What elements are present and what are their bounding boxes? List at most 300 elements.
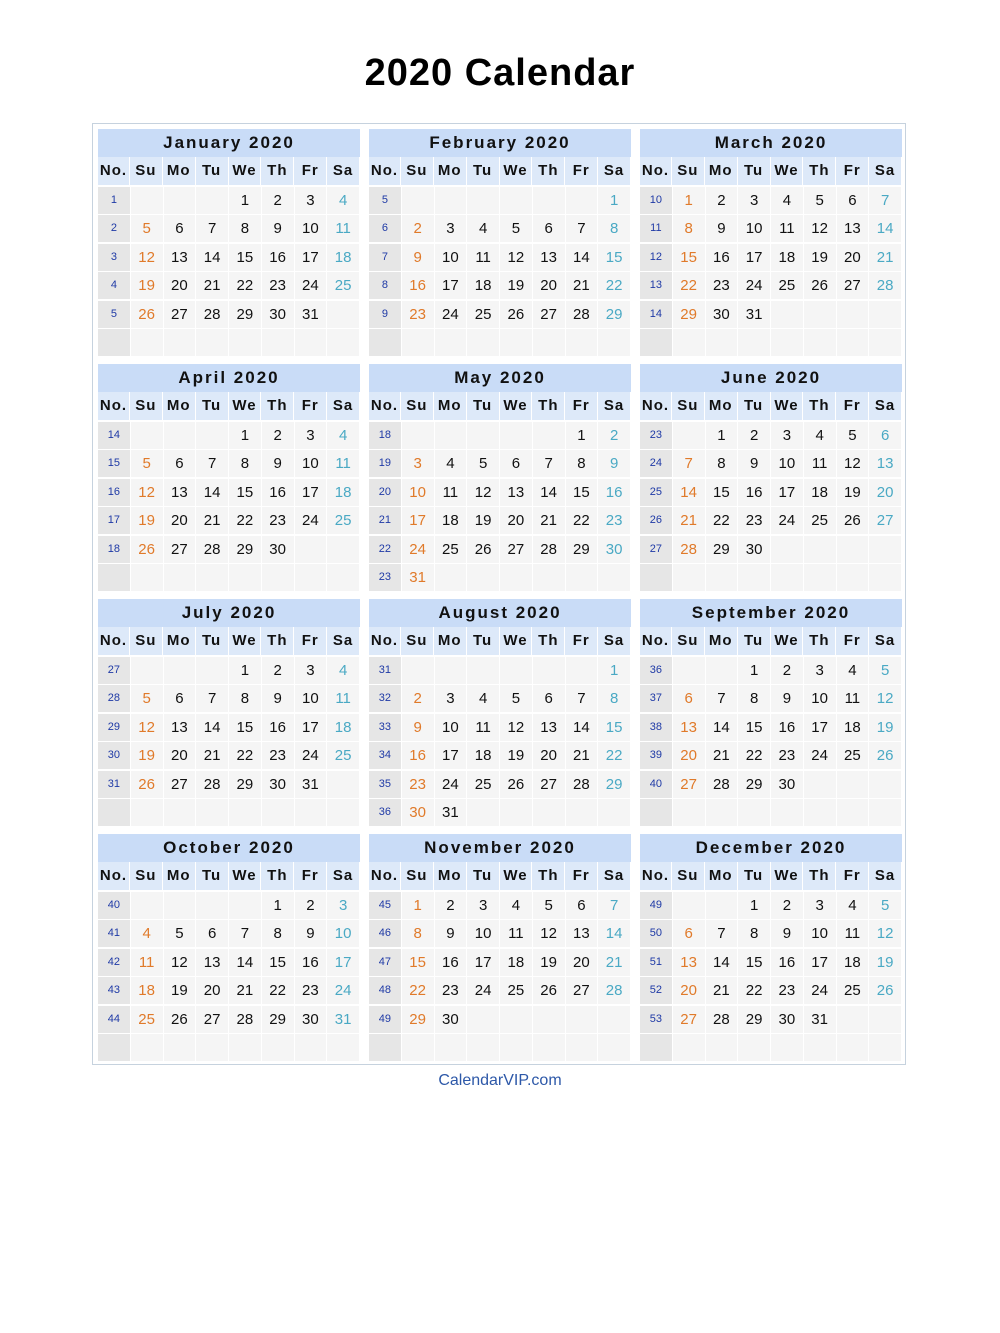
day-cell: 30 <box>262 301 294 328</box>
week-number: 49 <box>640 892 672 919</box>
week-number: 2 <box>98 215 130 242</box>
day-cell: 6 <box>673 685 705 712</box>
day-cell: 25 <box>435 536 467 563</box>
weekday-header: We <box>500 392 532 420</box>
day-cell: 17 <box>435 272 467 299</box>
week-row <box>640 536 902 563</box>
day-cell: 4 <box>804 422 836 449</box>
day-cell <box>435 1034 467 1061</box>
weekday-header-row <box>369 392 631 420</box>
day-cell: 3 <box>467 892 499 919</box>
day-cell: 28 <box>229 1006 261 1033</box>
day-cell: 22 <box>598 742 630 769</box>
day-cell: 6 <box>196 920 228 947</box>
weekday-header: Mo <box>705 627 737 655</box>
day-cell: 19 <box>500 742 532 769</box>
day-cell: 1 <box>738 892 770 919</box>
weekday-header: Fr <box>294 157 326 185</box>
day-cell: 10 <box>295 215 327 242</box>
week-row <box>369 244 631 271</box>
day-cell: 21 <box>706 742 738 769</box>
day-cell: 11 <box>837 685 869 712</box>
day-cell: 20 <box>164 507 196 534</box>
weekday-header: We <box>500 862 532 890</box>
day-cell: 18 <box>804 479 836 506</box>
day-cell <box>295 1034 327 1061</box>
day-cell <box>804 771 836 798</box>
weekday-header: We <box>500 157 532 185</box>
day-cell <box>164 187 196 214</box>
day-cell <box>566 564 598 591</box>
weekday-header: We <box>229 862 261 890</box>
day-cell: 8 <box>738 920 770 947</box>
day-cell: 28 <box>869 272 901 299</box>
day-cell: 13 <box>500 479 532 506</box>
day-cell: 5 <box>164 920 196 947</box>
week-row <box>98 685 360 712</box>
day-cell: 22 <box>566 507 598 534</box>
week-number <box>640 1034 672 1061</box>
day-cell: 19 <box>131 272 163 299</box>
weekday-header: Fr <box>294 862 326 890</box>
day-cell: 24 <box>771 507 803 534</box>
day-cell: 7 <box>706 685 738 712</box>
day-cell: 7 <box>229 920 261 947</box>
day-cell: 27 <box>164 536 196 563</box>
week-number: 3 <box>98 244 130 271</box>
week-row <box>369 215 631 242</box>
day-cell: 29 <box>738 1006 770 1033</box>
day-cell: 28 <box>196 301 228 328</box>
day-cell: 14 <box>598 920 630 947</box>
day-cell: 2 <box>598 422 630 449</box>
day-cell <box>738 799 770 826</box>
day-cell: 5 <box>467 450 499 477</box>
day-cell: 8 <box>262 920 294 947</box>
day-cell: 27 <box>196 1006 228 1033</box>
day-cell: 19 <box>804 244 836 271</box>
month-block <box>640 129 902 356</box>
day-cell: 11 <box>327 450 359 477</box>
day-cell <box>500 799 532 826</box>
day-cell: 28 <box>706 1006 738 1033</box>
day-cell: 30 <box>295 1006 327 1033</box>
day-cell: 27 <box>837 272 869 299</box>
day-cell: 15 <box>738 714 770 741</box>
day-cell <box>869 329 901 356</box>
day-cell: 16 <box>262 244 294 271</box>
week-number: 40 <box>98 892 130 919</box>
week-row <box>369 1006 631 1033</box>
day-cell <box>402 657 434 684</box>
week-row <box>98 714 360 741</box>
week-row <box>98 329 360 356</box>
day-cell: 23 <box>435 977 467 1004</box>
day-cell <box>196 657 228 684</box>
day-cell: 4 <box>327 422 359 449</box>
day-cell: 10 <box>771 450 803 477</box>
day-cell <box>327 771 359 798</box>
week-row <box>98 536 360 563</box>
day-cell: 11 <box>467 714 499 741</box>
week-number-header: No. <box>640 862 671 890</box>
week-row <box>640 714 902 741</box>
day-cell: 9 <box>771 920 803 947</box>
weekday-header: Th <box>803 157 835 185</box>
day-cell: 10 <box>804 920 836 947</box>
day-cell: 10 <box>804 685 836 712</box>
day-cell: 28 <box>566 301 598 328</box>
day-cell: 28 <box>598 977 630 1004</box>
day-cell <box>771 301 803 328</box>
day-cell: 23 <box>295 977 327 1004</box>
day-cell: 7 <box>196 685 228 712</box>
week-number: 23 <box>640 422 672 449</box>
weekday-header: Su <box>401 627 433 655</box>
day-cell: 28 <box>706 771 738 798</box>
week-row <box>98 187 360 214</box>
day-cell: 14 <box>673 479 705 506</box>
day-cell: 24 <box>738 272 770 299</box>
day-cell: 19 <box>500 272 532 299</box>
week-number-header: No. <box>640 627 671 655</box>
day-cell: 11 <box>327 685 359 712</box>
day-cell: 19 <box>467 507 499 534</box>
day-cell: 10 <box>295 450 327 477</box>
week-number: 52 <box>640 977 672 1004</box>
day-cell <box>467 329 499 356</box>
day-cell <box>804 564 836 591</box>
day-cell: 14 <box>869 215 901 242</box>
day-cell: 29 <box>262 1006 294 1033</box>
day-cell: 12 <box>500 244 532 271</box>
day-cell <box>196 799 228 826</box>
day-cell <box>500 564 532 591</box>
day-cell: 11 <box>837 920 869 947</box>
week-number: 44 <box>98 1006 130 1033</box>
day-cell <box>533 564 565 591</box>
weekday-header: Tu <box>738 862 770 890</box>
day-cell: 9 <box>295 920 327 947</box>
day-cell: 28 <box>533 536 565 563</box>
weekday-header: Su <box>401 157 433 185</box>
week-number: 31 <box>369 657 401 684</box>
week-number: 38 <box>640 714 672 741</box>
week-row <box>369 799 631 826</box>
day-cell: 6 <box>837 187 869 214</box>
day-cell: 16 <box>706 244 738 271</box>
day-cell: 20 <box>673 742 705 769</box>
day-cell: 1 <box>229 422 261 449</box>
day-cell <box>327 536 359 563</box>
week-row <box>98 479 360 506</box>
day-cell: 24 <box>804 977 836 1004</box>
day-cell: 15 <box>598 244 630 271</box>
day-cell: 7 <box>196 215 228 242</box>
day-cell <box>673 422 705 449</box>
week-row <box>640 422 902 449</box>
day-cell: 24 <box>804 742 836 769</box>
weekday-header: Mo <box>163 862 195 890</box>
day-cell: 9 <box>738 450 770 477</box>
day-cell <box>229 564 261 591</box>
week-number-header: No. <box>98 627 129 655</box>
day-cell: 4 <box>771 187 803 214</box>
week-row <box>369 949 631 976</box>
day-cell: 5 <box>837 422 869 449</box>
weekday-header: Su <box>130 157 162 185</box>
day-cell: 2 <box>295 892 327 919</box>
day-cell: 29 <box>706 536 738 563</box>
day-cell: 13 <box>869 450 901 477</box>
day-cell: 2 <box>738 422 770 449</box>
day-cell: 6 <box>164 685 196 712</box>
day-cell: 26 <box>869 742 901 769</box>
month-title: December 2020 <box>640 834 902 862</box>
day-cell: 23 <box>262 742 294 769</box>
day-cell: 26 <box>131 301 163 328</box>
day-cell <box>131 422 163 449</box>
day-cell <box>837 1034 869 1061</box>
day-cell: 12 <box>533 920 565 947</box>
day-cell: 3 <box>295 422 327 449</box>
weekday-header: Su <box>672 157 704 185</box>
day-cell <box>598 564 630 591</box>
day-cell: 27 <box>164 301 196 328</box>
day-cell: 26 <box>164 1006 196 1033</box>
weekday-header: Sa <box>869 392 901 420</box>
day-cell <box>673 329 705 356</box>
day-cell: 12 <box>467 479 499 506</box>
day-cell: 14 <box>196 479 228 506</box>
day-cell: 5 <box>533 892 565 919</box>
weekday-header: Fr <box>294 627 326 655</box>
day-cell: 30 <box>738 536 770 563</box>
month-title: June 2020 <box>640 364 902 392</box>
day-cell: 15 <box>229 714 261 741</box>
day-cell: 23 <box>262 507 294 534</box>
day-cell <box>164 1034 196 1061</box>
weekday-header: We <box>771 862 803 890</box>
day-cell: 24 <box>467 977 499 1004</box>
day-cell <box>164 799 196 826</box>
weekday-header: Su <box>130 392 162 420</box>
day-cell <box>566 1006 598 1033</box>
day-cell: 8 <box>402 920 434 947</box>
day-cell <box>295 564 327 591</box>
day-cell <box>327 329 359 356</box>
week-number-header: No. <box>98 157 129 185</box>
week-number-header: No. <box>640 392 671 420</box>
week-row <box>640 977 902 1004</box>
day-cell <box>196 187 228 214</box>
weekday-header: Tu <box>196 862 228 890</box>
day-cell: 5 <box>131 685 163 712</box>
week-number <box>98 799 130 826</box>
day-cell <box>131 187 163 214</box>
day-cell: 26 <box>500 771 532 798</box>
week-number: 11 <box>640 215 672 242</box>
day-cell: 15 <box>598 714 630 741</box>
day-cell: 13 <box>837 215 869 242</box>
day-cell: 17 <box>295 479 327 506</box>
day-cell <box>131 657 163 684</box>
weekday-header: We <box>229 392 261 420</box>
day-cell: 4 <box>500 892 532 919</box>
month-block <box>369 364 631 591</box>
day-cell: 10 <box>435 244 467 271</box>
day-cell: 19 <box>533 949 565 976</box>
day-cell: 9 <box>262 215 294 242</box>
day-cell: 15 <box>566 479 598 506</box>
day-cell: 30 <box>598 536 630 563</box>
day-cell: 25 <box>804 507 836 534</box>
day-cell <box>295 329 327 356</box>
weekday-header: Su <box>130 627 162 655</box>
weekday-header: Su <box>672 392 704 420</box>
week-number-header: No. <box>640 157 671 185</box>
day-cell: 19 <box>869 714 901 741</box>
week-number: 17 <box>98 507 130 534</box>
day-cell: 18 <box>467 272 499 299</box>
day-cell <box>869 1034 901 1061</box>
day-cell: 16 <box>598 479 630 506</box>
weekday-header: Mo <box>434 627 466 655</box>
weekday-header: Tu <box>196 392 228 420</box>
day-cell: 14 <box>196 714 228 741</box>
day-cell: 5 <box>131 450 163 477</box>
day-cell: 8 <box>598 685 630 712</box>
day-cell: 22 <box>673 272 705 299</box>
footer-link[interactable]: CalendarVIP.com <box>438 1072 562 1089</box>
day-cell: 17 <box>295 714 327 741</box>
weekday-header-row <box>640 627 902 655</box>
day-cell: 15 <box>229 244 261 271</box>
day-cell <box>467 799 499 826</box>
day-cell: 2 <box>706 187 738 214</box>
day-cell <box>467 422 499 449</box>
day-cell: 27 <box>673 1006 705 1033</box>
weekday-header: We <box>771 627 803 655</box>
day-cell: 25 <box>131 1006 163 1033</box>
month-block <box>369 129 631 356</box>
day-cell: 2 <box>262 187 294 214</box>
day-cell: 16 <box>402 272 434 299</box>
week-number: 22 <box>369 536 401 563</box>
day-cell <box>738 329 770 356</box>
day-cell: 6 <box>869 422 901 449</box>
day-cell: 11 <box>467 244 499 271</box>
weekday-header: Mo <box>163 392 195 420</box>
day-cell <box>706 799 738 826</box>
day-cell <box>402 329 434 356</box>
week-row <box>369 657 631 684</box>
week-number: 35 <box>369 771 401 798</box>
day-cell: 27 <box>673 771 705 798</box>
week-row <box>369 329 631 356</box>
day-cell: 16 <box>295 949 327 976</box>
week-number: 45 <box>369 892 401 919</box>
day-cell: 23 <box>262 272 294 299</box>
day-cell <box>500 1034 532 1061</box>
day-cell: 10 <box>467 920 499 947</box>
day-cell: 7 <box>196 450 228 477</box>
weekday-header: Th <box>261 627 293 655</box>
day-cell: 3 <box>804 657 836 684</box>
day-cell <box>295 536 327 563</box>
day-cell: 13 <box>164 244 196 271</box>
day-cell: 31 <box>295 771 327 798</box>
day-cell: 3 <box>402 450 434 477</box>
day-cell <box>771 1034 803 1061</box>
day-cell <box>196 1034 228 1061</box>
week-row <box>640 329 902 356</box>
weekday-header: Mo <box>163 627 195 655</box>
weekday-header: Sa <box>327 157 359 185</box>
week-row <box>98 657 360 684</box>
day-cell: 7 <box>673 450 705 477</box>
day-cell <box>500 1006 532 1033</box>
day-cell: 29 <box>673 301 705 328</box>
day-cell: 6 <box>164 450 196 477</box>
week-number: 51 <box>640 949 672 976</box>
day-cell: 25 <box>837 977 869 1004</box>
day-cell: 12 <box>131 479 163 506</box>
day-cell: 30 <box>435 1006 467 1033</box>
week-row <box>640 799 902 826</box>
day-cell: 23 <box>402 771 434 798</box>
weekday-header: Fr <box>565 157 597 185</box>
day-cell: 21 <box>533 507 565 534</box>
day-cell: 25 <box>327 742 359 769</box>
weekday-header-row <box>98 862 360 890</box>
day-cell: 14 <box>706 949 738 976</box>
week-number: 16 <box>98 479 130 506</box>
day-cell: 25 <box>771 272 803 299</box>
day-cell: 29 <box>229 301 261 328</box>
day-cell <box>164 892 196 919</box>
day-cell: 5 <box>869 657 901 684</box>
month-block <box>369 599 631 826</box>
day-cell: 18 <box>327 714 359 741</box>
day-cell: 29 <box>566 536 598 563</box>
day-cell: 2 <box>771 892 803 919</box>
week-number: 43 <box>98 977 130 1004</box>
day-cell: 20 <box>500 507 532 534</box>
day-cell: 3 <box>435 685 467 712</box>
day-cell: 5 <box>500 215 532 242</box>
week-number: 25 <box>640 479 672 506</box>
day-cell <box>738 1034 770 1061</box>
day-cell: 12 <box>500 714 532 741</box>
day-cell <box>804 329 836 356</box>
week-number: 15 <box>98 450 130 477</box>
day-cell <box>164 422 196 449</box>
day-cell <box>402 1034 434 1061</box>
day-cell: 21 <box>869 244 901 271</box>
day-cell <box>706 564 738 591</box>
day-cell: 18 <box>435 507 467 534</box>
day-cell <box>837 564 869 591</box>
weekday-header: Th <box>261 862 293 890</box>
week-row <box>98 1034 360 1061</box>
day-cell: 20 <box>533 272 565 299</box>
week-number: 14 <box>640 301 672 328</box>
week-row <box>369 301 631 328</box>
day-cell: 21 <box>196 507 228 534</box>
week-number <box>369 329 401 356</box>
week-number: 27 <box>98 657 130 684</box>
